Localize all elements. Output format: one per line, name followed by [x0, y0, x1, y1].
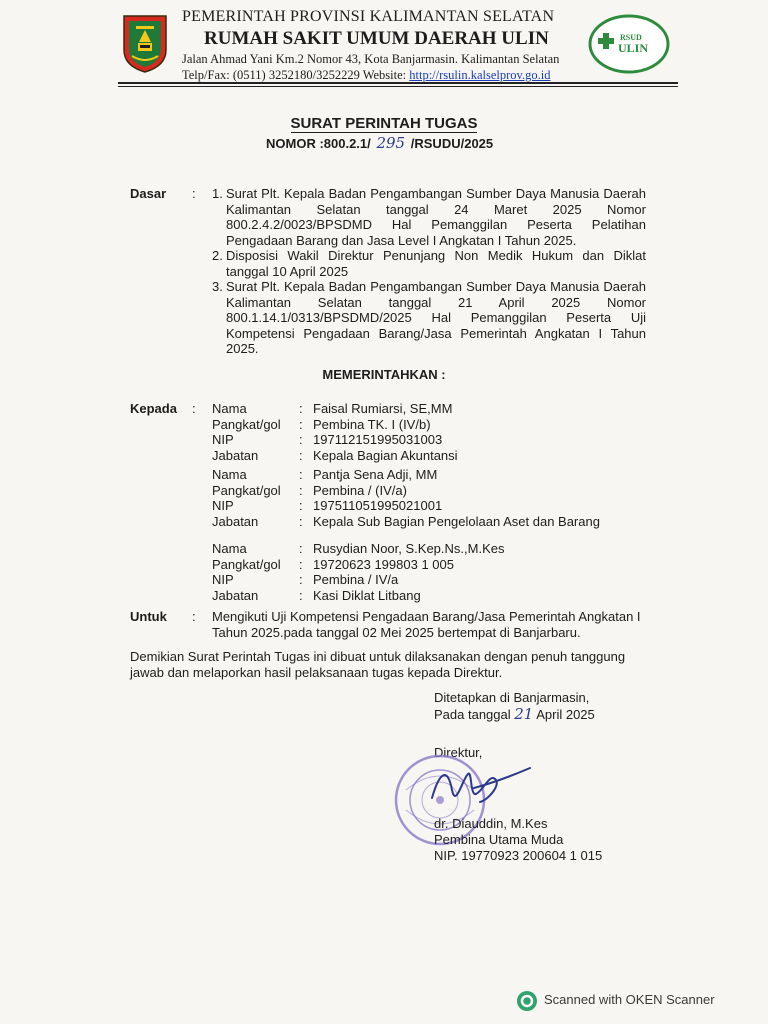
letterhead-hospital: RUMAH SAKIT UMUM DAERAH ULIN [204, 28, 549, 49]
person-rank: 19720623 199803 1 005 [313, 556, 454, 572]
person-name: Pantja Sena Adji, MM [313, 467, 438, 482]
oken-scanner-icon [516, 990, 538, 1012]
person-name: Rusydian Noor, S.Kep.Ns.,M.Kes [313, 541, 505, 556]
kepada-colon: : [192, 401, 196, 416]
person-nip: Pembina / IV/a [313, 572, 399, 587]
logo-text-ulin: ULIN [618, 41, 649, 55]
dasar-item-number: 1. [212, 186, 223, 201]
signer-rank: Pembina Utama Muda [434, 832, 564, 847]
dasar-item-1: Surat Plt. Kepala Badan Pengambangan Sumber Daya Manusia Daerah Kalimantan Selatan tanggal 24 Maret 2025 Nomor 800.2.4.2/0023/BPSDMD Hal Pemanggilan Peserta Pelatihan Pengadaan Barang dan Jasa Level I Angkatan I Tahun 2025. [226, 186, 646, 248]
signer-nip: NIP. 19770923 200604 1 015 [434, 848, 603, 863]
director-signature-icon [426, 760, 532, 816]
person-position: Kasi Diklat Litbang [313, 587, 421, 603]
field-label: Nama [212, 467, 247, 482]
handwritten-number: 295 [376, 134, 406, 152]
logo-text-rsud: RSUD [620, 33, 642, 42]
kepada-label: Kepada [130, 401, 177, 416]
person-rank: Pembina TK. I (IV/b) [313, 416, 431, 432]
person-position: Kepala Bagian Akuntansi [313, 447, 458, 463]
scanner-text: Scanned with OKEN Scanner [544, 992, 715, 1007]
person-position: Kepala Sub Bagian Pengelolaan Aset dan Barang [313, 513, 600, 529]
letterhead-government: PEMERINTAH PROVINSI KALIMANTAN SELATAN [182, 8, 555, 25]
field-label: Nama [212, 541, 247, 556]
field-label: Nama [212, 401, 247, 416]
closing-paragraph: Demikian Surat Perintah Tugas ini dibuat untuk dilaksanakan dengan penuh tanggung jawab dan melaporkan hasil pelaksanaan tugas kepada Direktur. [130, 649, 626, 680]
dasar-item-2: Disposisi Wakil Direktur Penunjang Non Medik Hukum dan Diklat tanggal 10 April 2025 [226, 248, 646, 279]
letterhead-rule-thick [118, 82, 678, 84]
signature-place: Ditetapkan di Banjarmasin, [434, 690, 590, 705]
person-block-1: Nama : Faisal Rumiarsi, SE,MM Pangkat/gol : Pembina TK. I (IV/b) NIP : 197112151995031003 Jabatan : Kepala Bagian Akuntansi [212, 401, 458, 463]
dasar-item-3: Surat Plt. Kepala Badan Pengambangan Sumber Daya Manusia Daerah Kalimantan Selatan tanggal 21 April 2025 Nomor 800.1.14.1/0313/BPSDMD/2025 Hal Pemanggilan Peserta Uji Kompetensi Pengadaan Barang/Jasa Pemerintah Angkatan I Tahun 2025. [226, 279, 646, 356]
field-label: NIP [212, 432, 234, 447]
person-nip: 197112151995031003 [313, 432, 443, 447]
field-label: Pangkat/gol [212, 556, 281, 572]
person-block-2: Nama : Pantja Sena Adji, MM Pangkat/gol : Pembina / (IV/a) NIP : 197511051995021001 Jabatan : Kepala Sub Bagian Pengelolaan Aset dan Barang [212, 467, 600, 529]
dasar-label: Dasar [130, 186, 167, 201]
handwritten-date: 21 [514, 705, 534, 723]
person-nip: 197511051995021001 [313, 498, 443, 513]
untuk-colon: : [192, 609, 196, 624]
memerintahkan-heading: MEMERINTAHKAN : [322, 367, 446, 382]
field-label: Jabatan [212, 513, 259, 529]
website-link[interactable]: http://rsulin.kalselprov.go.id [409, 68, 551, 82]
letterhead-contact [182, 68, 550, 83]
letterhead-address: Jalan Ahmad Yani Km.2 Nomor 43, Kota Banjarmasin. Kalimantan Selatan [182, 52, 560, 66]
province-emblem-icon [120, 12, 170, 74]
field-label: Jabatan [212, 587, 259, 603]
signature-place-date [434, 690, 595, 761]
dasar-item-number: 3. [212, 279, 223, 294]
person-name: Faisal Rumiarsi, SE,MM [313, 401, 453, 416]
field-label: Jabatan [212, 447, 259, 463]
rsud-ulin-logo-icon [588, 14, 670, 74]
letterhead-rule-thin [118, 86, 678, 87]
signer-name: dr. Diauddin, M.Kes [434, 816, 548, 831]
dasar-colon: : [192, 186, 196, 201]
document-title: SURAT PERINTAH TUGAS [290, 115, 478, 132]
untuk-label: Untuk [130, 609, 167, 624]
untuk-text: Mengikuti Uji Kompetensi Pengadaan Barang/Jasa Pemerintah Angkatan I Tahun 2025.pada tanggal 02 Mei 2025 bertempat di Banjarbaru. [212, 609, 641, 640]
dasar-item-number: 2. [212, 248, 223, 263]
person-rank: Pembina / (IV/a) [313, 482, 407, 498]
field-label: Pangkat/gol [212, 482, 281, 498]
person-block-3: Nama : Rusydian Noor, S.Kep.Ns.,M.Kes Pangkat/gol : 19720623 199803 1 005 NIP : Pembina / IV/a Jabatan : Kasi Diklat Litbang [212, 541, 505, 603]
field-label: Pangkat/gol [212, 416, 281, 432]
field-label: NIP [212, 498, 234, 513]
field-label: NIP [212, 572, 234, 587]
signer-block [434, 816, 602, 864]
letterhead-phone: Telp/Fax: (0511) 3252180/3252229 Website: [182, 68, 410, 82]
signature-date: Pada tanggal 21 April 2025 [434, 705, 595, 723]
signature-role: Direktur, [434, 745, 483, 760]
document-number: NOMOR :800.2.1/ 295 /RSUDU/2025 [266, 134, 494, 152]
